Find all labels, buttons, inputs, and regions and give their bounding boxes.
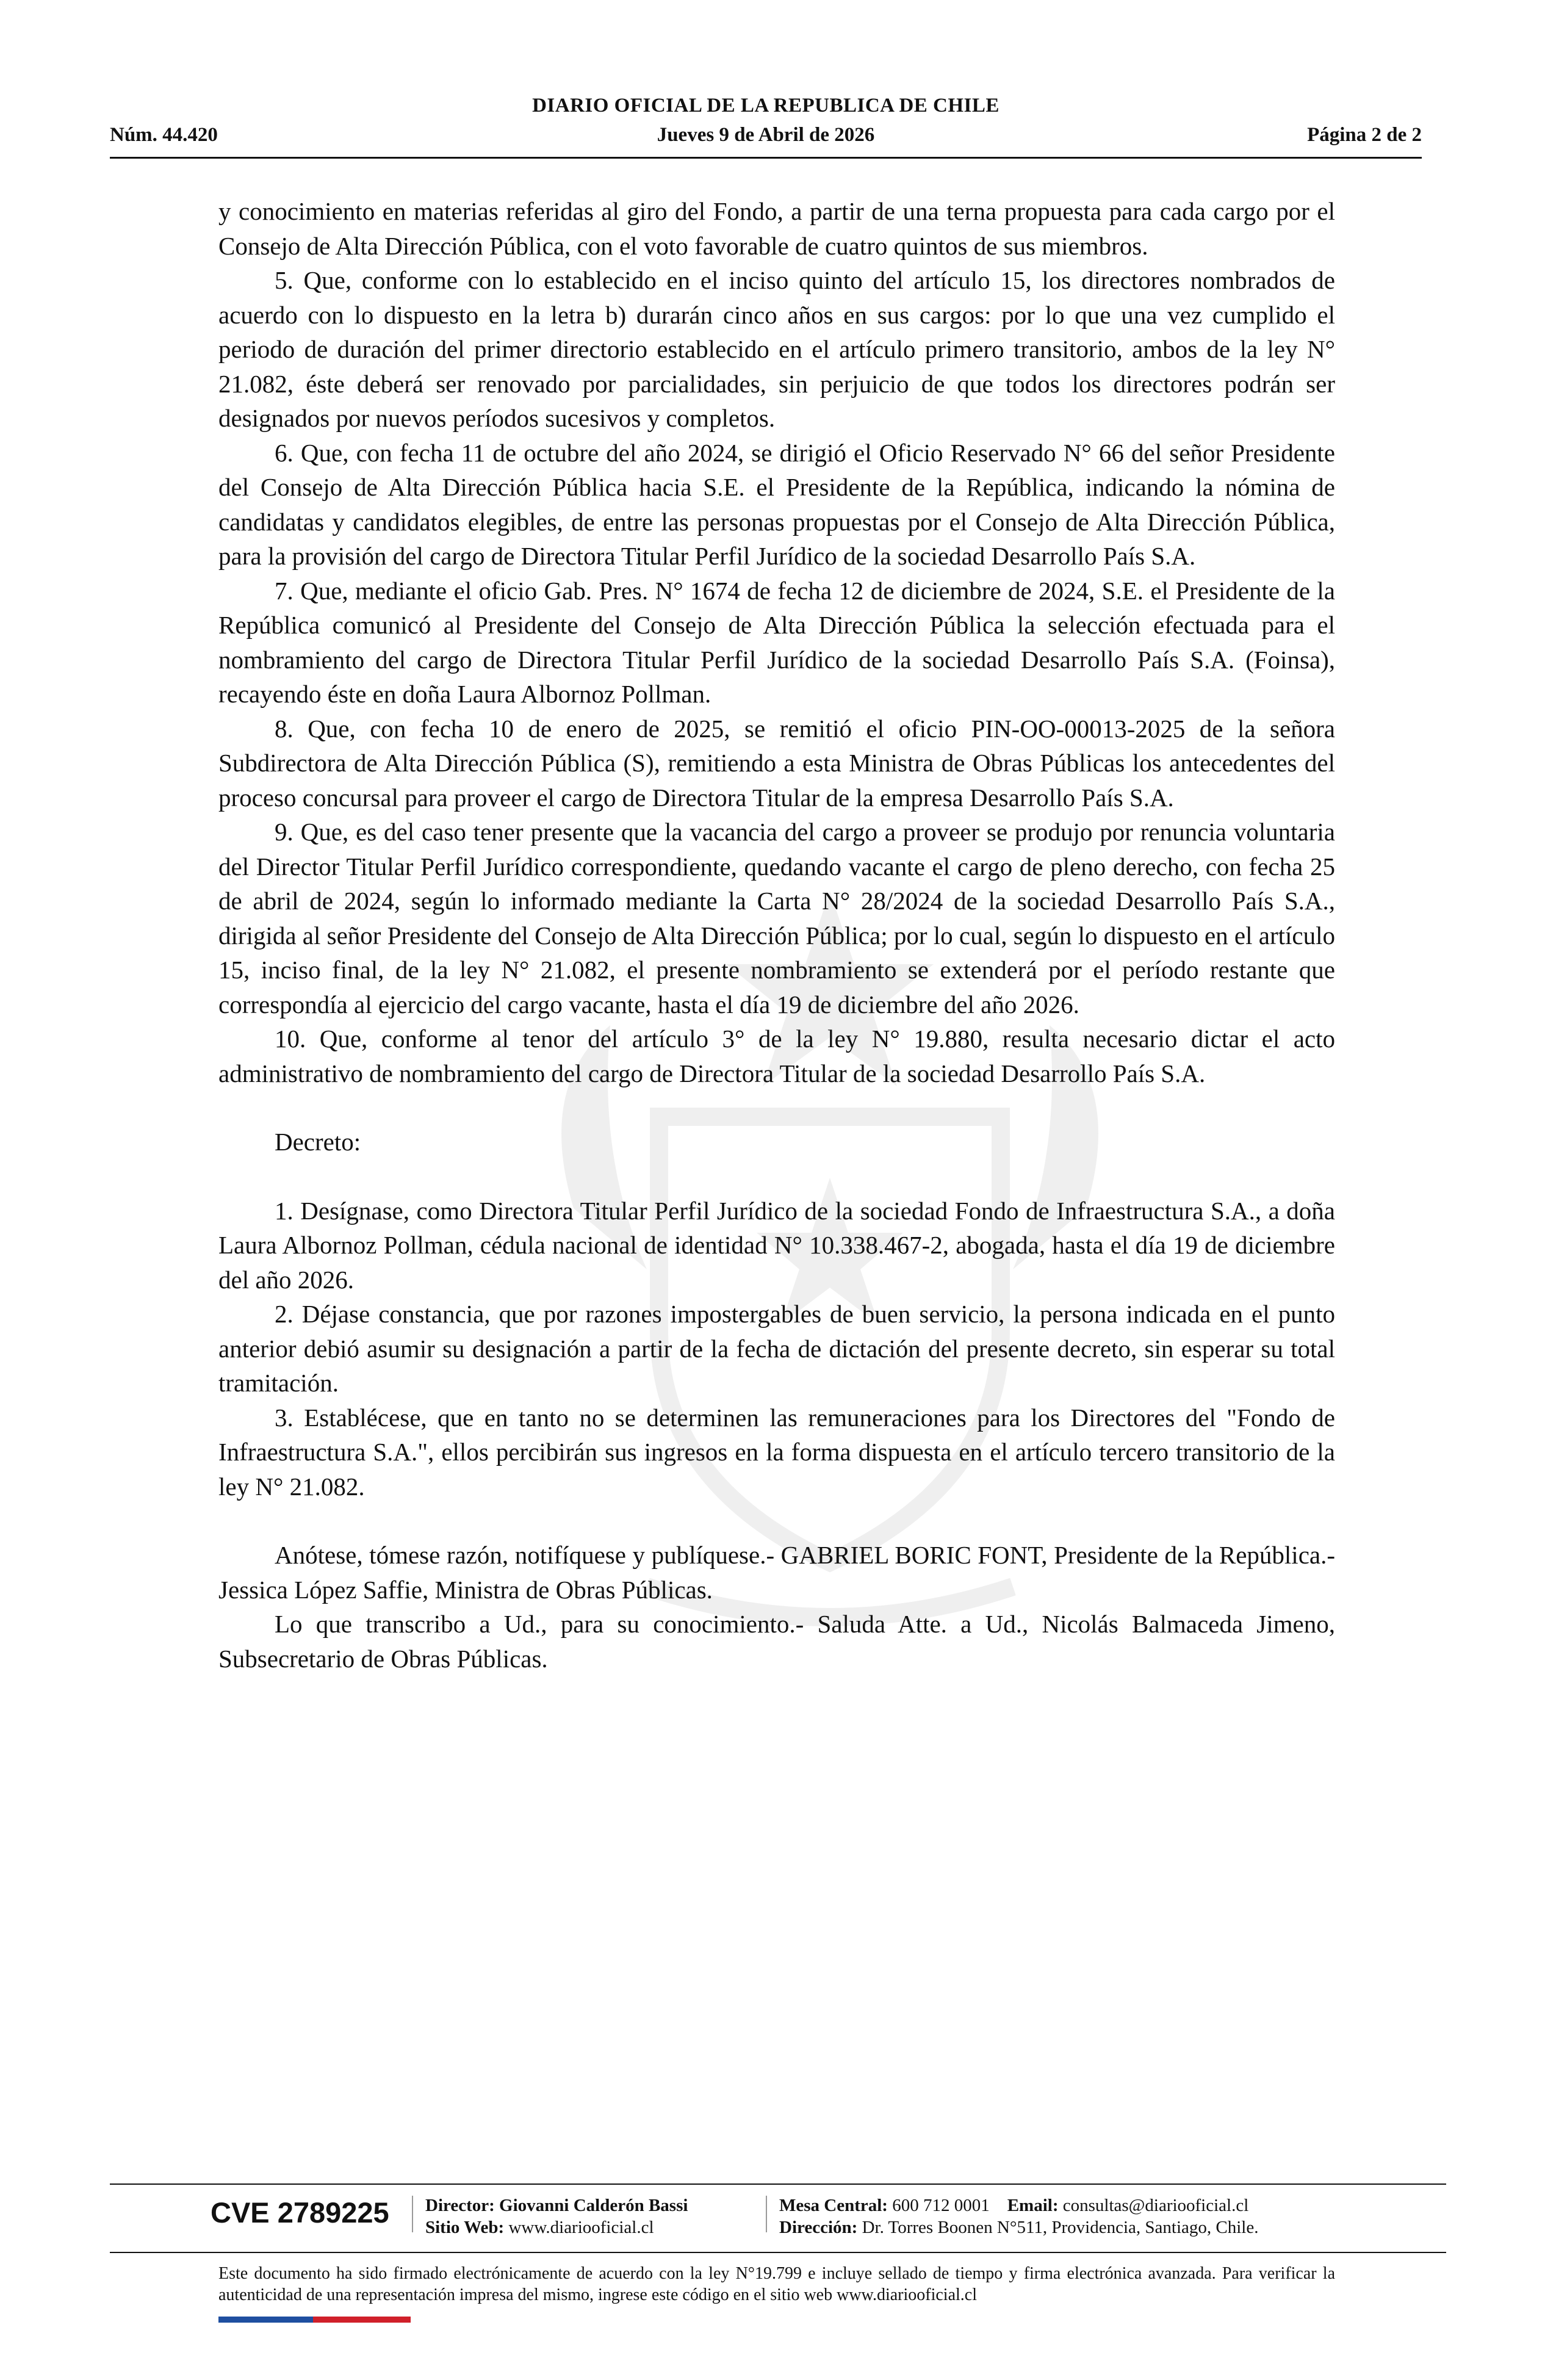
site-link[interactable]: www.diariooficial.cl xyxy=(508,2218,654,2237)
mesa-label: Mesa Central: xyxy=(779,2196,888,2215)
director-name: Giovanni Calderón Bassi xyxy=(499,2196,688,2215)
mesa-phone: 600 712 0001 xyxy=(892,2196,990,2215)
document-body xyxy=(218,194,1335,1676)
decree-item-2: 2. Déjase constancia, que por razones impostergables de buen servicio, la persona indicada en el punto anterior debió asumir su designación a partir de la fecha de dictación del presente decreto, sin esperar su total tramitación. xyxy=(218,1300,1335,1397)
page-indicator: Página 2 de 2 xyxy=(1307,124,1422,146)
paragraph-6: 6. Que, con fecha 11 de octubre del año 2024, se dirigió el Oficio Reservado N° 66 del señor Presidente del Consejo de Alta Dirección Pública hacia S.E. el Presidente de la República, indicando la nómina de candidatas y candidatos elegibles, de entre las personas propuestas por el Consejo de Alta Dirección Pública, para la provisión del cargo de Directora Titular Perfil Jurídico de la sociedad Desarrollo País S.A. xyxy=(218,438,1335,570)
email-label: Email: xyxy=(1007,2196,1059,2215)
issue-date: Jueves 9 de Abril de 2026 xyxy=(657,124,875,146)
decreto-heading: Decreto: xyxy=(275,1128,361,1156)
footer-rule-top xyxy=(110,2183,1446,2185)
paragraph-5: 5. Que, conforme con lo establecido en el inciso quinto del artículo 15, los directores nombrados de acuerdo con lo dispuesto en la letra b) durarán cinco años en sus cargos: por lo que una vez cumplido el periodo de duración del primer directorio establecido en el artículo primero transitorio, ambos de la ley N° 21.082, éste deberá ser renovado por parcialidades, sin perjuicio de que todos los directores podrán ser designados por nuevos períodos sucesivos y completos. xyxy=(218,266,1335,432)
director-label: Director: xyxy=(425,2196,495,2215)
footer-separator xyxy=(412,2196,413,2232)
footer-director-block xyxy=(425,2194,688,2238)
page-header xyxy=(110,95,1422,162)
cve-code: CVE 2789225 xyxy=(211,2196,389,2229)
publication-title: DIARIO OFICIAL DE LA REPUBLICA DE CHILE xyxy=(532,95,1000,117)
address-value: Dr. Torres Boonen N°511, Providencia, Santiago, Chile. xyxy=(862,2218,1259,2237)
site-label: Sitio Web: xyxy=(425,2218,505,2237)
decree-item-3: 3. Establécese, que en tanto no se determinen las remuneraciones para los Directores del "Fondo de Infraestructura S.A.", ellos percibirán sus ingresos en la forma dispuesta en el artículo tercero transitorio de la ley N° 21.082. xyxy=(218,1403,1335,1501)
closing-signatures: Anótese, tómese razón, notifíquese y publíquese.- GABRIEL BORIC FONT, Presidente de la República.- Jessica López Saffie, Ministra de Obras Públicas. xyxy=(218,1541,1335,1604)
footer-separator xyxy=(766,2196,767,2232)
paragraph-8: 8. Que, con fecha 10 de enero de 2025, se remitió el oficio PIN-OO-00013-2025 de la señora Subdirectora de Alta Dirección Pública (S), remitiendo a esta Ministra de Obras Públicas los antecedentes del proceso concursal para proveer el cargo de Directora Titular de la empresa Desarrollo País S.A. xyxy=(218,714,1335,812)
paragraph-continuation: y conocimiento en materias referidas al giro del Fondo, a partir de una terna propuesta para cada cargo por el Consejo de Alta Dirección Pública, con el voto favorable de cuatro quintos de sus miembros. xyxy=(218,197,1335,260)
paragraph-9: 9. Que, es del caso tener presente que la vacancia del cargo a proveer se produjo por renuncia voluntaria del Director Titular Perfil Jurídico correspondiente, quedando vacante el cargo de pleno derecho, con fecha 25 de abril de 2024, según lo informado mediante la Carta N° 28/2024 de la sociedad Desarrollo País S.A., dirigida al señor Presidente del Consejo de Alta Dirección Pública; por lo cual, según lo dispuesto en el artículo 15, inciso final, de la ley N° 21.082, el presente nombramiento se extenderá por el período restante que correspondía al ejercicio del cargo vacante, hasta el día 19 de diciembre del año 2026. xyxy=(218,818,1335,1019)
header-rule xyxy=(110,157,1422,159)
decree-item-1: 1. Desígnase, como Directora Titular Perfil Jurídico de la sociedad Fondo de Infraestructura S.A., a doña Laura Albornoz Pollman, cédula nacional de identidad N° 10.338.467-2, abogada, hasta el día 19 de diciembre del año 2026. xyxy=(218,1196,1335,1294)
legal-notice: Este documento ha sido firmado electrónicamente de acuerdo con la ley N°19.799 e incluye sellado de tiempo y firma electrónica avanzada. Para verificar la autenticidad de una representación impresa del mismo, ingrese este código en el sitio web www.diariooficial.cl xyxy=(218,2264,1335,2304)
paragraph-10: 10. Que, conforme al tenor del artículo 3° de la ley N° 19.880, resulta necesario dictar el acto administrativo de nombramiento del cargo de Directora Titular de la sociedad Desarrollo País S.A. xyxy=(218,1025,1335,1087)
paragraph-7: 7. Que, mediante el oficio Gab. Pres. N° 1674 de fecha 12 de diciembre de 2024, S.E. el Presidente de la República comunicó al Presidente del Consejo de Alta Dirección Pública la selección efectuada para el nombramiento del cargo de Directora Titular Perfil Jurídico de la sociedad Desarrollo País S.A. (Foinsa), recayendo éste en doña Laura Albornoz Pollman. xyxy=(218,576,1335,708)
flag-blue-segment xyxy=(218,2317,313,2323)
closing-transcription: Lo que transcribo a Ud., para su conocimiento.- Saluda Atte. a Ud., Nicolás Balmaceda Jimeno, Subsecretario de Obras Públicas. xyxy=(218,1610,1335,1673)
footer-rule-mid xyxy=(110,2252,1446,2253)
address-label: Dirección: xyxy=(779,2218,858,2237)
issue-number: Núm. 44.420 xyxy=(110,124,218,146)
flag-stripe xyxy=(218,2317,411,2323)
email-link[interactable]: consultas@diariooficial.cl xyxy=(1062,2196,1249,2215)
footer-contact-block xyxy=(779,2194,1258,2238)
flag-red-segment xyxy=(313,2317,411,2323)
